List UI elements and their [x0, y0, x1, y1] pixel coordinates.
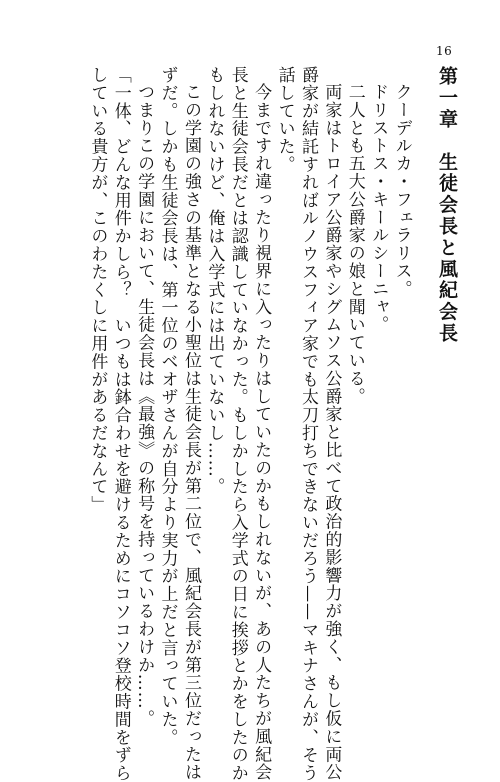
text-line: ずだ。しかも生徒会長は、第一位のベオザさんが自分より実力が上だと言っていた。 [157, 66, 178, 747]
text-line: この学園の強さの基準となる小聖位は生徒会長が第二位で、風紀会長が第三位だったは [180, 83, 201, 782]
page-number: 16 [436, 44, 453, 58]
text-line: ドリストス・キールシーニャ。 [368, 83, 389, 334]
text-line: 爵家が結託すればルノウスフィア家でも太刀打ちできないだろう——マキナさんが、そう [297, 66, 318, 782]
vertical-text-block [85, 66, 458, 782]
text-line: つまりこの学園において、生徒会長は《最強》の称号を持っているわけか……。 [134, 83, 155, 728]
text-line: 二人とも五大公爵家の娘と聞いている。 [344, 83, 365, 406]
text-line: 今まですれ違ったり視界に入ったりはしていたのかもしれないが、あの人たちが風紀会 [251, 83, 272, 782]
text-line: している貴方が、このわたくしに用件があるだなんて」 [87, 66, 108, 514]
text-line: 長と生徒会長だとは認識していなかった。もしかしたら入学式の日に挨拶とかをしたのか [227, 66, 248, 782]
text-line: 両家はトロイア公爵家やシグムソス公爵家と比べて政治的影響力が強く、もし仮に両公 [321, 83, 342, 782]
text-line: もしれないけど、俺は入学式には出ていないし……。 [204, 66, 225, 496]
text-line: 「一体、どんな用件かしら？ いつもは鉢合わせを避けるためにコソコソ登校時間をずら [110, 66, 131, 782]
text-line: クーデルカ・フェラリス。 [391, 83, 412, 298]
chapter-title: 第一章 生徒会長と風紀会長 [436, 66, 458, 345]
text-line: 話していた。 [274, 66, 295, 174]
